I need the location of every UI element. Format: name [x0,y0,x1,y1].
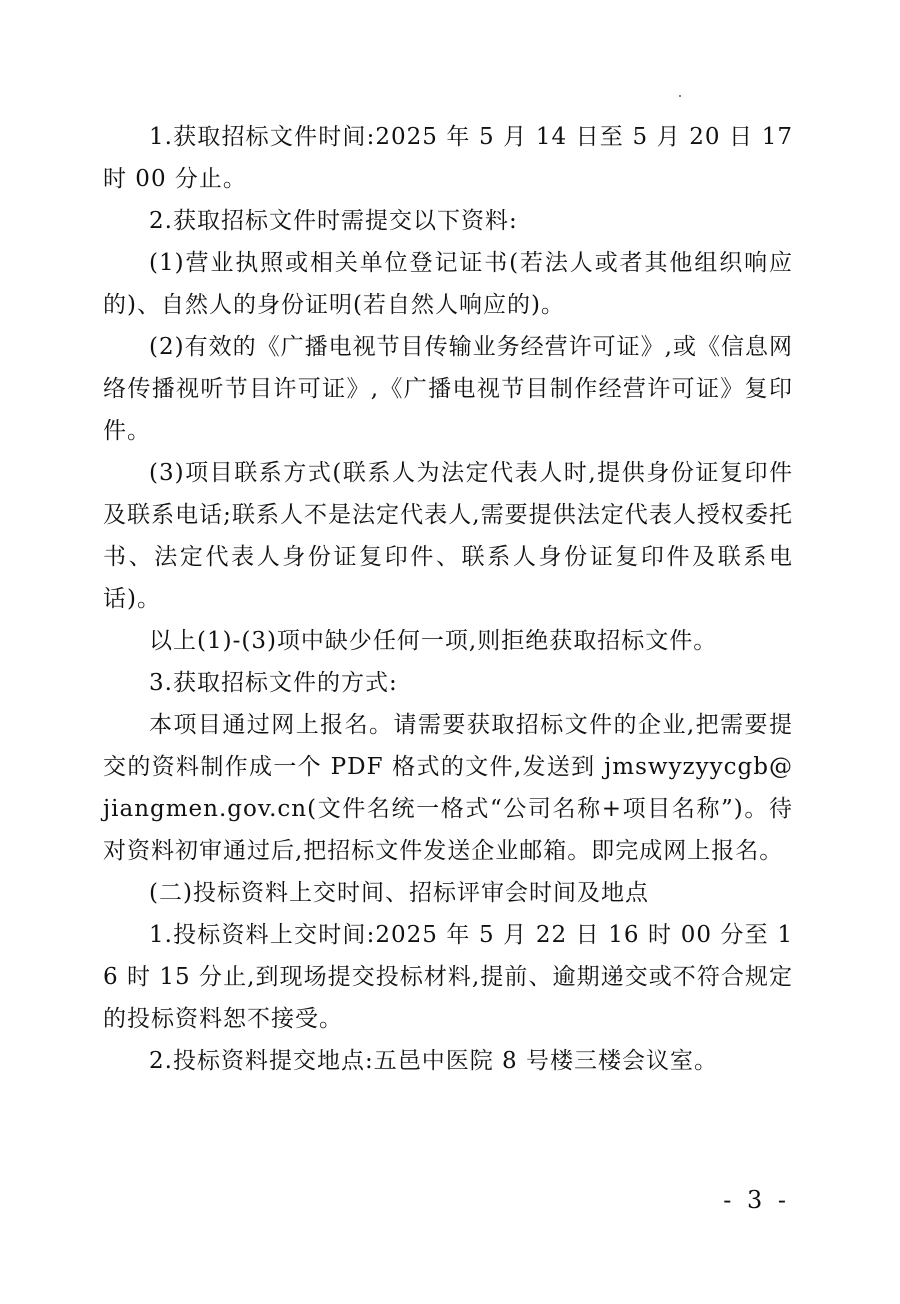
paragraph-item-3: (3)项目联系方式(联系人为法定代表人时,提供身份证复印件及联系电话;联系人不是法定代表人,需要提供法定代表人授权委托书、法定代表人身份证复印件、联系人身份证复印件及联系电话)。 [103,460,793,612]
paragraph-time-to-obtain: 1.获取招标文件时间:2025 年 5 月 14 日至 5 月 20 日 17 时 00 分止。 [103,124,793,192]
paragraph-item-2: (2)有效的《广播电视节目传输业务经营许可证》,或《信息网络传播视听节目许可证》,《广播电视节目制作经营许可证》复印件。 [103,334,793,444]
paragraph-item-1: (1)营业执照或相关单位登记证书(若法人或者其他组织响应的)、自然人的身份证明(若自然人响应的)。 [103,250,793,318]
section-heading-submission: (二)投标资料上交时间、招标评审会时间及地点 [149,880,649,906]
paragraph-online-registration: 本项目通过网上报名。请需要获取招标文件的企业,把需要提交的资料制作成一个 PDF 格式的文件,发送到 jmswyzyycgb@jiangmen.gov.cn(文件名统一格式“公司名称+项目名称”)。待对资料初审通过后,把招标文件发送企业邮箱。即完成网上报名。 [103,712,793,864]
paragraph-submission-location: 2.投标资料提交地点:五邑中医院 8 号楼三楼会议室。 [149,1048,718,1074]
page-number: - 3 - [723,1186,790,1214]
paragraph-submission-time: 1.投标资料上交时间:2025 年 5 月 22 日 16 时 00 分至 16 时 15 分止,到现场提交投标材料,提前、逾期递交或不符合规定的投标资料恕不接受。 [103,922,793,1032]
document-body [103,116,793,1082]
paragraph-method-heading: 3.获取招标文件的方式: [149,670,398,696]
paragraph-missing-items-note: 以上(1)-(3)项中缺少任何一项,则拒绝获取招标文件。 [149,628,718,654]
scan-speck [679,95,681,97]
paragraph-required-materials: 2.获取招标文件时需提交以下资料: [149,208,518,234]
